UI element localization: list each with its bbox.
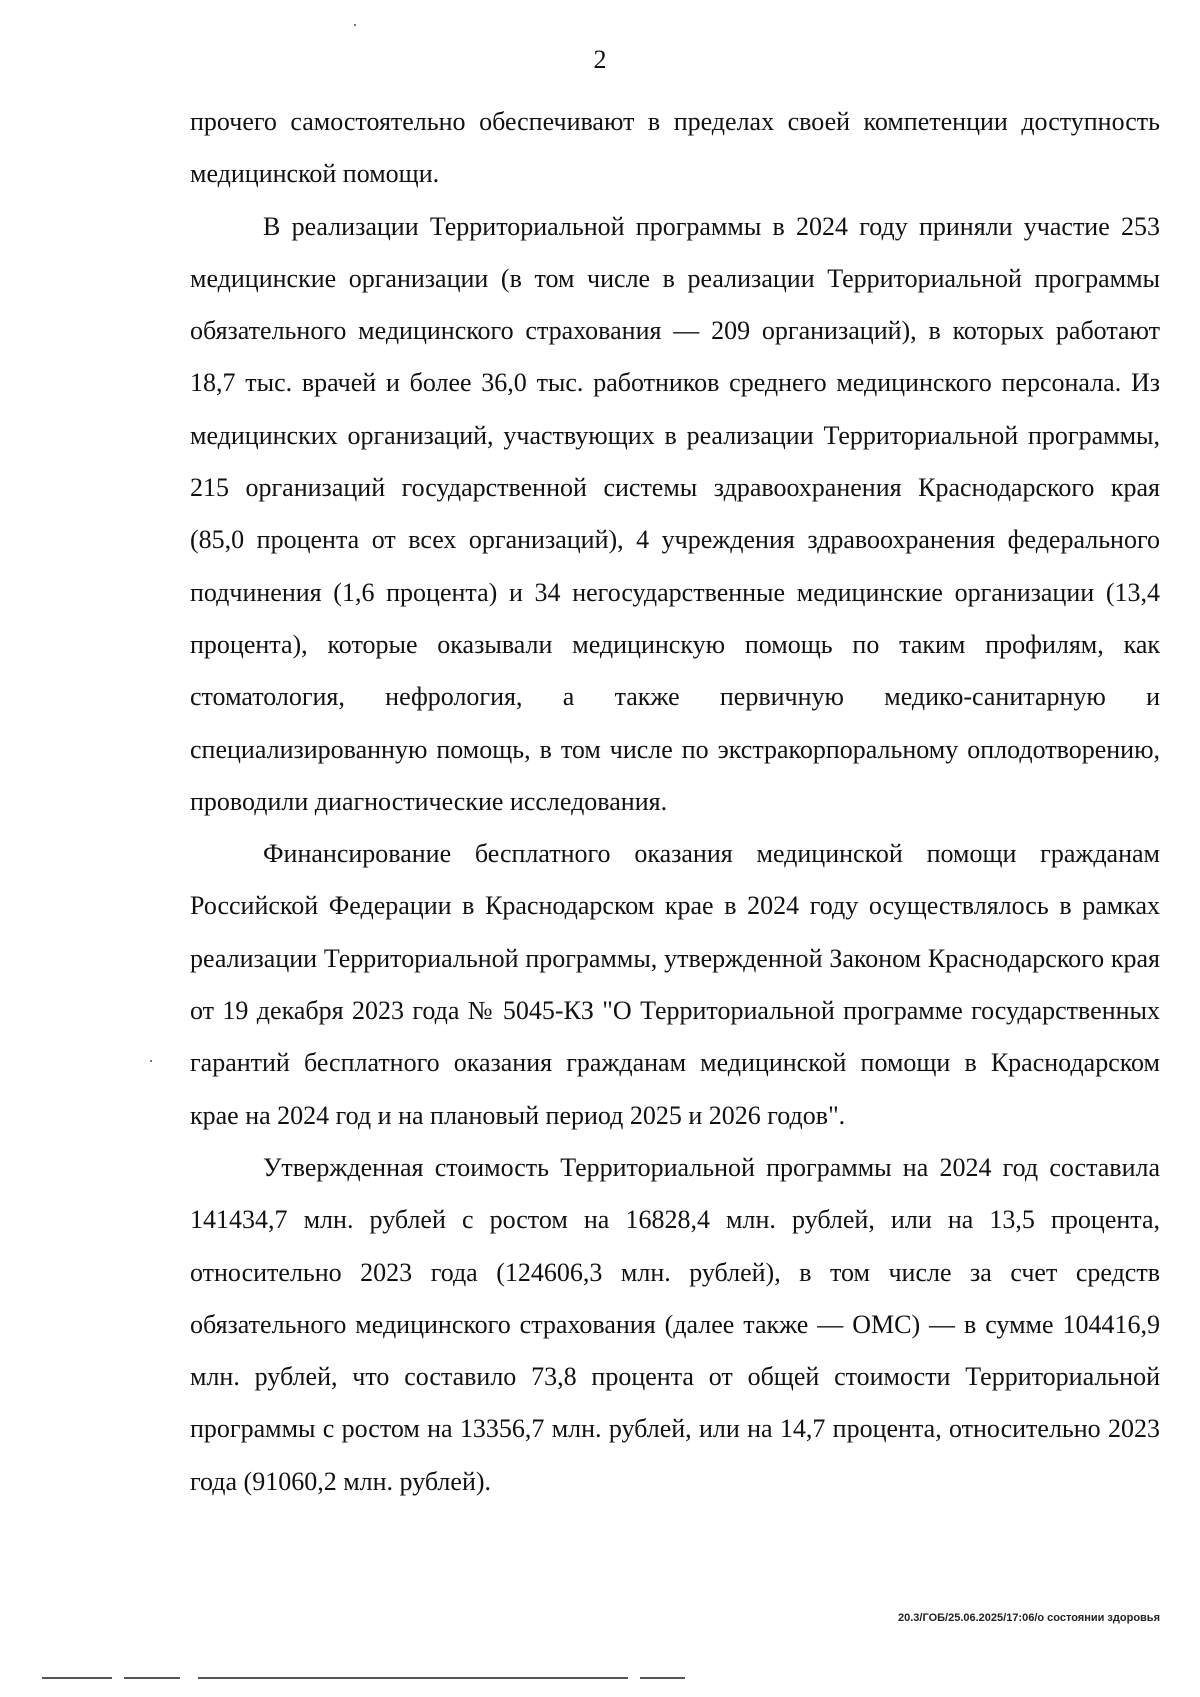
scan-edge-mark (124, 1677, 180, 1679)
paragraph-program-cost: Утвержденная стоимость Территориальной программы на 2024 год составила 141434,7 млн. рублей с ростом на 16828,4 млн. рублей, или на 13,5 процента, относительно 2023 года (124606,3 млн. рублей), в том числе за счет средств обязательного медицинского страхования (далее также — ОМС) — в сумме 104416,9 млн. рублей, что составило 73,8 процента от общей стоимости Территориальной программы с ростом на 13356,7 млн. рублей, или на 14,7 процента, относительно 2023 года (91060,2 млн. рублей). (190, 1152, 1160, 1496)
paragraph-participating-organizations: В реализации Территориальной программы в 2024 году приняли участие 253 медицинские организации (в том числе в реализации Территориальной программы обязательного медицинского страхования — 209 организаций), в которых работают 18,7 тыс. врачей и более 36,0 тыс. работников среднего медицинского персонала. Из медицинских организаций, участвующих в реализации Территориальной программы, 215 организаций государственной системы здравоохранения Краснодарского края (85,0 процента от всех организаций), 4 учреждения здравоохранения федерального подчинения (1,6 процента) и 34 негосударственные медицинские организации (13,4 процента), которые оказывали медицинскую помощь по таким профилям, как стоматология, нефрология, а также первичную медико-санитарную и специализированную помощь, в том числе по экстракорпоральному оплодотворению, проводили диагностические исследования. (190, 211, 1160, 816)
scan-dot (150, 1060, 152, 1062)
scan-edge-mark (198, 1677, 628, 1679)
page-number: 2 (593, 45, 607, 74)
scan-dot (354, 24, 356, 26)
document-body (190, 96, 1160, 1508)
scan-edge-mark (640, 1677, 685, 1679)
paragraph-continuation: прочего самостоятельно обеспечивают в пределах своей компетенции доступность медицинской помощи. (190, 107, 1160, 189)
paragraph-financing: Финансирование бесплатного оказания медицинской помощи гражданам Российской Федерации в Краснодарском крае в 2024 году осуществлялось в рамках реализации Территориальной программы, утвержденной Законом Краснодарского края от 19 декабря 2023 года № 5045-КЗ "О Территориальной программе государственных гарантий бесплатного оказания гражданам медицинской помощи в Краснодарском крае на 2024 год и на плановый период 2025 и 2026 годов". (190, 839, 1160, 1130)
document-footer-code: 20.3/ГОБ/25.06.2025/17:06/о состоянии здоровья (898, 1612, 1160, 1624)
scan-edge-mark (42, 1677, 112, 1679)
